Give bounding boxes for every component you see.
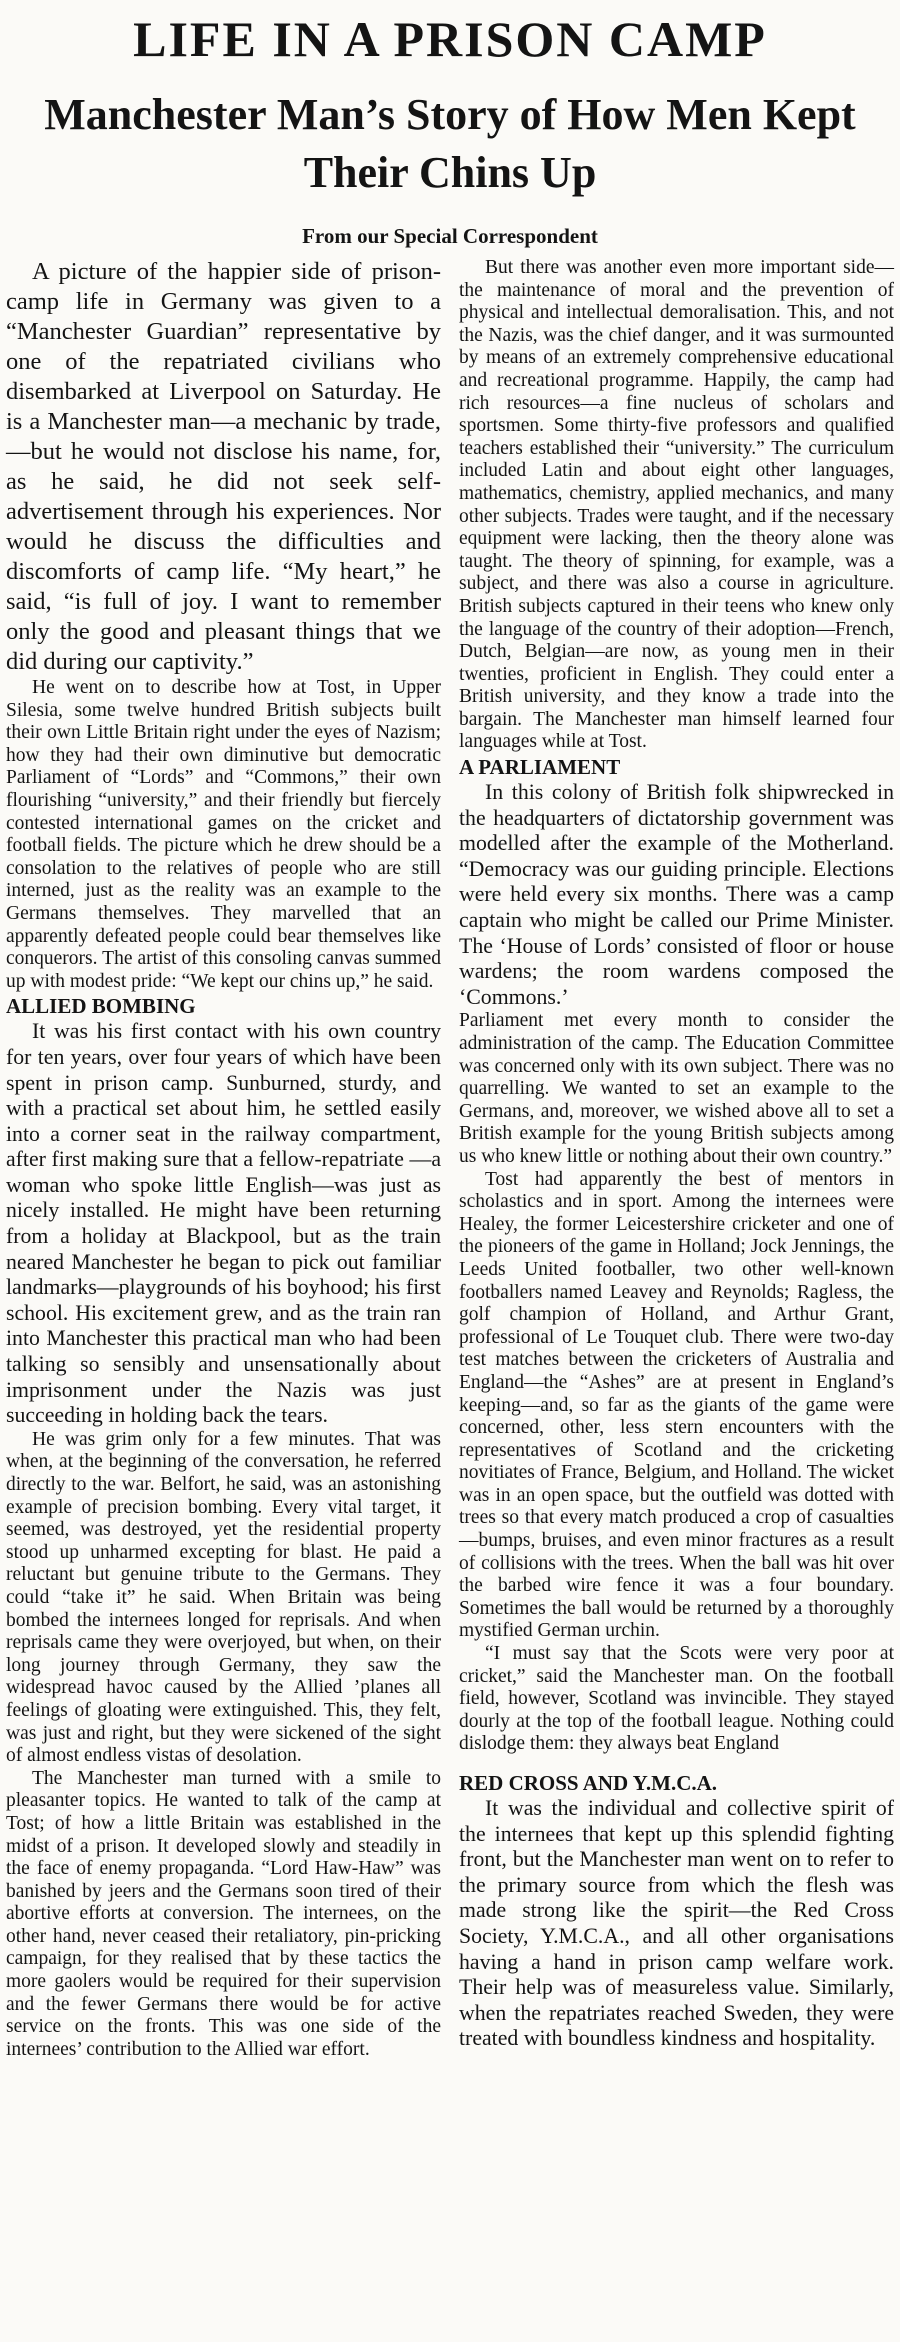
- paragraph-grim: He was grim only for a few minutes. That was when, at the beginning of the conversation, he referred directly to the war. Belfort, he said, was an astonishing example of precision bombing. Every vital target, it seemed, was destroyed, yet the residential property stood up unharmed excepting for blast. He paid a reluctant but genuine tribute to the Germans. They could “take it” he said. When Britain was being bombed the internees longed for reprisals. And when reprisals came they were overjoyed, but when, on their long journey through Germany, they saw the widespread havoc caused by the Allied ’planes all feelings of gloating were extinguished. This, they felt, was just and right, but they were sickened of the sight of almost endless vistas of desolation.: [6, 1428, 441, 1767]
- byline: From our Special Correspondent: [302, 224, 598, 248]
- article-columns: [0, 257, 900, 2061]
- paragraph-tost: He went on to describe how at Tost, in Upper Silesia, some twelve hundred British subjects built their own Little Britain right under the eyes of Nazism; how they had their own diminutive but democratic Parliament of “Lords” and “Commons,” their own flourishing “university,” and their friendly but fiercely contested international games on the cricket and football fields. The picture which he drew should be a consolation to the relatives of people who are still interned, just as the reality was an example to the Germans themselves. They marvelled that an apparently defeated people could bear themselves like conquerors. The artist of this consoling canvas summed up with modest pride: “We kept our chins up,” he said.: [6, 677, 441, 992]
- subheadline: Manchester Man’s Story of How Men Kept Their Chins Up: [44, 90, 856, 197]
- paragraph-first-contact: It was his first contact with his own country for ten years, over four years of which have been spent in prison camp. Sunburned, sturdy, and with a practical set about him, he settled easily into a corner seat in the railway compartment, after first making sure that a fellow-repatriate —a woman who spoke little English—was just as nicely installed. He might have been returning from a holiday at Blackpool, but as the train neared Manchester he began to pick out familiar landmarks—playgrounds of his boyhood; his first school. His excitement grew, and as the train ran into Manchester this practical man who had been talking so sensibly and unsensationally about imprisonment under the Nazis was just succeeding in holding back the tears.: [6, 1019, 441, 1428]
- section-heading-red-cross: RED CROSS AND Y.M.C.A.: [459, 1771, 718, 1795]
- paragraph-democracy: In this colony of British folk shipwrecked in the headquarters of dictatorship government was modelled after the example of the Motherland. “Democracy was our guiding principle. Elections were held every six months. There was a camp captain who might be called our Prime Minister. The ‘House of Lords’ consisted of floor or house wardens; the room wardens composed the ‘Commons.’: [459, 780, 894, 1009]
- paragraph-intro: A picture of the happier side of prison-camp life in Germany was given to a “Manchester Guardian” representative by one of the repatriated civilians who disembarked at Liverpool on Saturday. He is a Manchester man—a mechanic by trade,—but he would not disclose his name, for, as he said, he did not seek self-advertisement through his experiences. Nor would he discuss the difficulties and discomforts of camp life. “My heart,” he said, “is full of joy. I want to remember only the good and pleasant things that we did during our captivity.”: [6, 258, 441, 675]
- paragraph-sport: Tost had apparently the best of mentors in scholastics and in sport. Among the internees were Healey, the former Leicestershire cricketer and one of the pioneers of the game in Holland; Jock Jennings, the Leeds United footballer, two other well-known footballers named Leavey and Reynolds; Ragless, the golf champion of Holland, and Arthur Grant, professional of Le Touquet club. There were two-day test matches between the cricketers of Australia and England—the “Ashes” are at present in England’s keeping—and, so far as the giants of the game were concerned, other, less stern encounters with the representatives of Scotland and the cricketing novitiates of France, Belgium, and Holland. The wicket was in an open space, but the outfield was dotted with trees so that every match produced a crop of casualties—bumps, bruises, and even minor fractures as a result of collisions with the trees. When the ball was hit over the barbed wire fence it was a four boundary. Sometimes the ball would be returned by a thoroughly mystified German urchin.: [459, 1168, 894, 1642]
- right-column: [459, 257, 894, 2061]
- section-heading-allied-bombing: ALLIED BOMBING: [6, 994, 196, 1019]
- section-heading-parliament: A PARLIAMENT: [459, 755, 621, 780]
- headline: LIFE IN A PRISON CAMP: [133, 11, 767, 67]
- left-column: [6, 257, 441, 2061]
- paragraph-pleasanter-topics: The Manchester man turned with a smile to pleasanter topics. He wanted to talk of the camp at Tost; of how a little Britain was established in the midst of a prison. It developed slowly and steadily in the face of enemy propaganda. “Lord Haw-Haw” was banished by jeers and the Germans soon tired of their abortive efforts at conversion. The internees, on the other hand, never ceased their retaliatory, pin-pricking campaign, for they realised that by these tactics the more gaolers would be required for their supervision and the fewer Germans there would be for active service on the fronts. This was one side of the internees’ contribution to the Allied war effort.: [6, 1767, 441, 2060]
- paragraph-maintenance-of-moral: But there was another even more important side—the maintenance of moral and the prevention of physical and intellectual demoralisation. This, and not the Nazis, was the chief danger, and it was surmounted by means of an extremely comprehensive educational and recreational programme. Happily, the camp had rich resources—a fine nucleus of scholars and sportsmen. Some thirty-five professors and qualified teachers established their “university.” The curriculum included Latin and about eight other languages, mathematics, chemistry, applied mechanics, and many other subjects. Trades were taught, and if the necessary equipment were lacking, then the theory alone was taught. The theory of spinning, for example, was a subject, and there was also a course in agriculture. British subjects captured in their teens who knew only the language of the country of their adoption—French, Dutch, Belgian—are now, as young men in their twenties, proficient in English. They could enter a British university, and they know a trade into the bargain. The Manchester man himself learned four languages while at Tost.: [459, 257, 894, 753]
- paragraph-parliament-met: Parliament met every month to consider the administration of the camp. The Education Committee was concerned only with its own subject. There was no quarrelling. We wanted to set an example to the Germans, and, moreover, we wished above all to set a British example for the young British subjects among us who knew little or nothing about their own country.”: [459, 1010, 894, 1167]
- paragraph-scots-cricket: “I must say that the Scots were very poor at cricket,” said the Manchester man. On the football field, however, Scotland was invincible. They stayed dourly at the top of the football league. Nothing could dislodge them: they always beat England: [459, 1643, 894, 1755]
- paragraph-red-cross: It was the individual and collective spirit of the internees that kept up this splendid fighting front, but the Manchester man went on to refer to the primary source from which the flesh was made strong like the spirit—the Red Cross Society, Y.M.C.A., and all other organisations having a hand in prison camp welfare work. Their help was of measureless value. Similarly, when the repatriates reached Sweden, they were treated with boundless kindness and hospitality.: [459, 1796, 894, 2051]
